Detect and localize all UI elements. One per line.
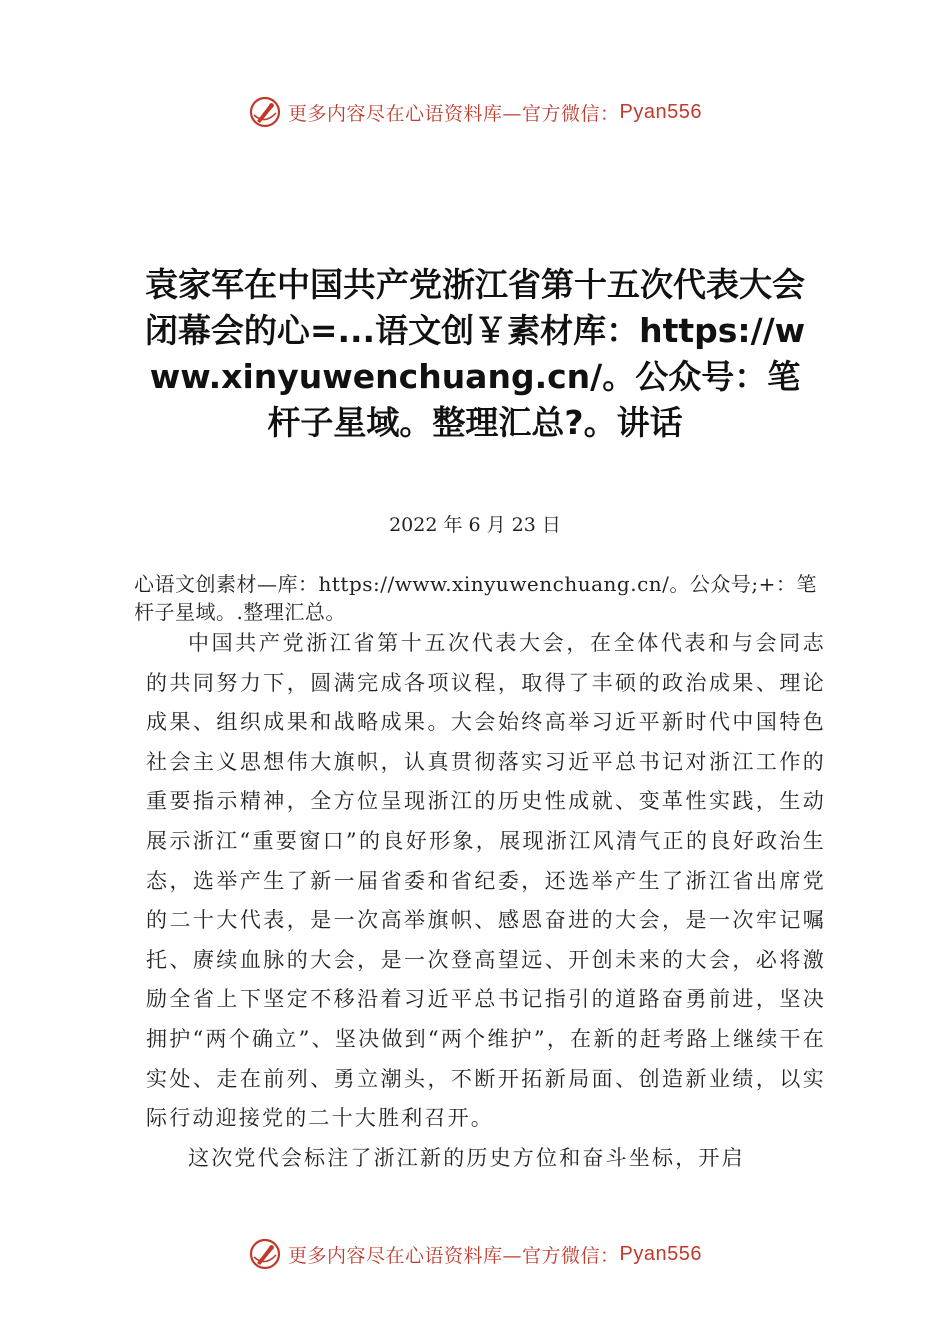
source-line: 心语文创素材—库：https://www.xinyuwenchuang.cn/。公众号;+：笔杆子星域。.整理汇总。	[134, 572, 817, 624]
footer-banner-text: 更多内容尽在心语资料库—官方微信：	[288, 1244, 620, 1267]
header-wechat-id: Pyan556	[619, 100, 702, 123]
pen-nib-circle-icon	[248, 1237, 282, 1271]
body-paragraph: 这次党代会标注了浙江新的历史方位和奋斗坐标，开启	[188, 1145, 745, 1170]
footer-banner	[0, 1234, 950, 1274]
document-body	[146, 624, 826, 1178]
header-banner-text: 更多内容尽在心语资料库—官方微信：	[288, 102, 620, 125]
document-date: 2022 年 6 月 23 日	[389, 514, 561, 536]
footer-wechat-id: Pyan556	[619, 1242, 702, 1265]
header-banner	[0, 92, 950, 132]
body-paragraph: 中国共产党浙江省第十五次代表大会，在全体代表和与会同志的共同努力下，圆满完成各项议程，取得了丰硕的政治成果、理论成果、组织成果和战略成果。大会始终高举习近平新时代中国特色社会主义思想伟大旗帜，认真贯彻落实习近平总书记对浙江工作的重要指示精神，全方位呈现浙江的历史性成就、变革性实践，生动展示浙江“重要窗口”的良好形象，展现浙江风清气正的良好政治生态，选举产生了新一届省委和省纪委，还选举产生了浙江省出席党的二十大代表，是一次高举旗帜、感恩奋进的大会，是一次牢记嘱托、赓续血脉的大会，是一次登高望远、开创未来的大会，必将激励全省上下坚定不移沿着习近平总书记指引的道路奋勇前进，坚决拥护“两个确立”、坚决做到“两个维护”，在新的赶考路上继续干在实处、走在前列、勇立潮头，不断开拓新局面、创造新业绩，以实际行动迎接党的二十大胜利召开。	[146, 631, 826, 1131]
pen-nib-circle-icon	[248, 95, 282, 129]
document-title: 袁家军在中国共产党浙江省第十五次代表大会闭幕会的心=...语文创￥素材库：https://www.xinyuwenchuang.cn/。公众号：笔杆子星域。整理汇总?。讲话	[144, 265, 806, 442]
